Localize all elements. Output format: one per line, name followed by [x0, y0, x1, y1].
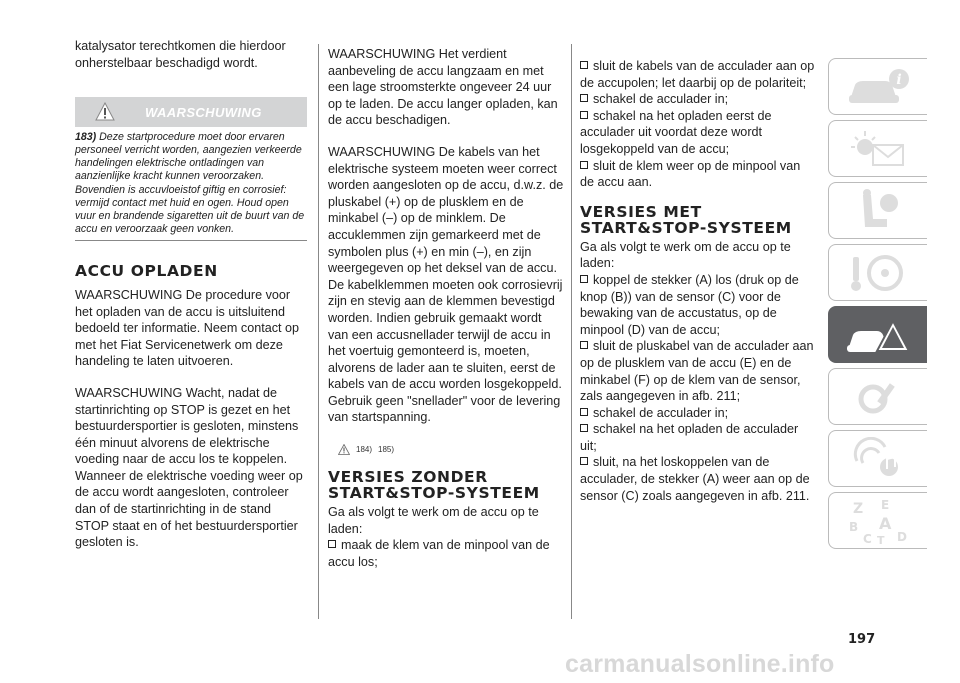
tab-warning-lights[interactable]	[828, 120, 927, 177]
heading-line-2: START&STOP-SYSTEEM	[328, 484, 540, 503]
list-item-text: sluit de pluskabel van de acculader aan op de plusklem van de accu (E) en de minkabel (F) op de klem van de sensor, zals aangegeven in afb. 211;	[580, 339, 814, 404]
steps-list	[580, 272, 816, 504]
checkbox-icon	[580, 341, 588, 349]
section-heading-versies-met	[580, 204, 816, 236]
checkbox-icon	[328, 540, 336, 548]
column-3	[580, 58, 816, 504]
list-item-text: sluit de klem weer op de minpool van de accu aan.	[580, 158, 801, 190]
column-divider	[318, 44, 319, 619]
section-heading-versies-zonder	[328, 469, 564, 501]
warning-triangle-icon	[75, 102, 135, 122]
list-item-text: koppel de stekker (A) los (druk op de knop (B)) van de sensor (C) voor de bewaking van de accustatus, op de minpool (D) van de accu;	[580, 272, 799, 337]
list-item	[580, 91, 816, 108]
checkbox-icon	[580, 61, 588, 69]
paragraph: WAARSCHUWING Het verdient aanbeveling de accu langzaam en met een lage stroomsterkte ongeveer 24 uur op te laden. De accu langer opladen, kan de accu beschadigen.	[328, 47, 558, 128]
reference-184[interactable]: 184)	[356, 445, 373, 455]
index-letter: A	[879, 513, 892, 533]
airbag-seat-icon	[843, 189, 913, 233]
index-letter: D	[897, 529, 907, 544]
checkbox-icon	[580, 457, 588, 465]
heading-line-1: VERSIES ZONDER	[328, 468, 488, 487]
column-divider	[571, 44, 572, 619]
alphabetical-index-icon	[843, 497, 913, 545]
column-1	[75, 38, 307, 551]
tab-safety[interactable]	[828, 182, 927, 239]
tab-index[interactable]	[828, 492, 927, 549]
list-item	[580, 421, 816, 454]
tab-starting-driving[interactable]	[828, 244, 927, 301]
index-letter: T	[877, 533, 885, 545]
car-info-icon	[843, 65, 913, 109]
list-item	[580, 338, 816, 404]
tab-multimedia[interactable]	[828, 430, 927, 487]
paragraph: WAARSCHUWING De kabels van het elektrische systeem moeten weer correct worden aangesloten op de accu, d.w.z. de pluskabel (+) op de plusklem en de minkabel (–) op de minklem. De accuklemmen zijn gemarkeerd met de symbolen plus (+) en min (–), en zijn weergegeven op het deksel van de accu. De kabelklemmen moeten ook corrosievrij zijn en stevig aan de klemmen bevestigd worden. Indien gebruik gemaakt wordt van een accusnellader terwijl de accu in het voertuig gemonteerd is, moeten, alvorens de lader aan te sluiten, eerst de kabels van de accu worden losgekoppeld. Gebruik geen "snellader" voor de levering van startspanning.	[328, 144, 564, 425]
watermark: carmanualsonline.info	[565, 650, 835, 678]
reference-185[interactable]: 185)	[378, 445, 395, 455]
warning-triangle-icon	[338, 444, 350, 455]
heading-line-2: START&STOP-SYSTEEM	[580, 218, 792, 237]
list-item-text: schakel de acculader in;	[593, 92, 729, 107]
tab-maintenance[interactable]	[828, 368, 927, 425]
index-letter: E	[881, 497, 890, 512]
index-letter: Z	[853, 500, 864, 517]
list-item	[580, 108, 816, 158]
checkbox-icon	[580, 161, 588, 169]
list-item-text: sluit de kabels van de acculader aan op de accupolen; let daarbij op de polariteit;	[580, 59, 815, 90]
note-text: Deze startprocedure moet door ervaren personeel verricht worden, aangezien verkeerde handelingen elektrische ontladingen van aanzienlijke kracht kunnen veroorzaken. Bovendien is accuvloeistof giftig en corrosief: vermijd contact met huid en ogen. Houd open vuur en brandende sigaretten uit de buurt van de accu en veroorzaak geen vonken.	[75, 131, 305, 235]
paragraph: WAARSCHUWING Wacht, nadat de startinrichting op STOP is gezet en het bestuurdersportier is gesloten, minstens één minuut alvorens de elektrische voeding naar de accu los te koppelen. Wanneer de elektrische voeding weer op de accu wordt aangesloten, controleer dan of de startinrichting in de stand STOP staat en of het bestuurdersportier gesloten is.	[75, 385, 303, 550]
warning-box-title: WAARSCHUWING	[145, 104, 262, 120]
list-item-text: schakel de acculader in;	[593, 405, 729, 420]
paragraph: Ga als volgt te werk om de accu op te laden:	[328, 505, 539, 536]
heading-line-1: VERSIES MET	[580, 202, 702, 221]
intro-text: katalysator terechtkomen die hierdoor onherstelbaar beschadigd wordt.	[75, 39, 286, 70]
list-item-text: schakel na het opladen eerst de acculader uit voordat deze wordt losgekoppeld van de accu;	[580, 108, 772, 156]
page-number: 197	[848, 632, 876, 647]
list-item	[580, 158, 816, 191]
checkbox-icon	[580, 275, 588, 283]
tab-emergency[interactable]	[828, 306, 927, 363]
index-letter: C	[863, 531, 872, 545]
breakdown-icon	[843, 313, 913, 357]
maintenance-icon	[843, 375, 913, 419]
column-2	[328, 46, 564, 570]
checkbox-icon	[580, 94, 588, 102]
chapter-sidebar	[828, 58, 927, 554]
list-item	[580, 58, 816, 91]
section-heading-accu-opladen: ACCU OPLADEN	[75, 261, 218, 280]
list-item-text: maak de klem van de minpool van de accu los;	[328, 538, 550, 569]
steps-list	[328, 537, 564, 570]
checkbox-icon	[580, 408, 588, 416]
warning-references	[338, 444, 564, 455]
steps-list	[580, 58, 816, 191]
list-item-text: sluit, na het loskoppelen van de acculader, de stekker (A) weer aan op de sensor (C) zoals aangegeven in afb. 211.	[580, 455, 810, 503]
checkbox-icon	[580, 111, 588, 119]
tab-car-info[interactable]	[828, 58, 927, 115]
checkbox-icon	[580, 424, 588, 432]
warning-box	[75, 97, 307, 127]
list-item	[580, 272, 816, 338]
warning-note	[75, 131, 307, 241]
list-item-text: schakel na het opladen de acculader uit;	[580, 422, 799, 453]
note-number: 183)	[75, 131, 97, 144]
list-item	[328, 537, 564, 570]
svg-text:i: i	[896, 71, 902, 88]
multimedia-icon	[843, 437, 913, 481]
warning-lights-icon	[843, 127, 913, 171]
steering-key-icon	[843, 251, 913, 295]
paragraph: Ga als volgt te werk om de accu op te laden:	[580, 239, 791, 271]
index-letter: B	[849, 519, 859, 534]
paragraph: WAARSCHUWING De procedure voor het opladen van de accu is uitsluitend bedoeld ter informatie. Neem contact op met het Fiat Servicenetwerk om deze handeling te laten uitvoeren.	[75, 287, 300, 369]
list-item	[580, 405, 816, 422]
list-item	[580, 454, 816, 504]
